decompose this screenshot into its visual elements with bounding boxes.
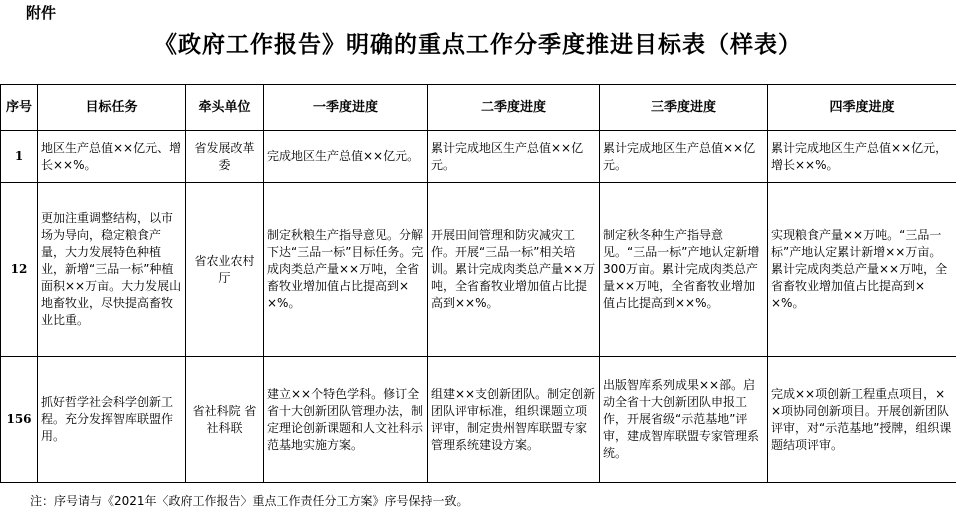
row-task: 地区生产总值××亿元、增长××%。 [38,131,186,183]
row-task: 更加注重调整结构，以市场为导向，稳定粮食产量，大力发展特色种植业，新增“三品一标”种植面积××万亩。大力发展山地畜牧业，尽快提高畜牧业比重。 [38,183,186,357]
row-seq: 156 [1,357,38,483]
col-header-q3: 三季度进度 [600,85,768,131]
row-task: 抓好哲学社会科学创新工程。充分发挥智库联盟作用。 [38,357,186,483]
attachment-label: 附件 [26,4,57,22]
row-unit: 省农业农村厅 [186,183,264,357]
row-q2: 组建××支创新团队。制定创新团队评审标准，组织课题立项评审，制定贵州智库联盟专家管理系统建设方案。 [428,357,600,483]
col-header-q4: 四季度进度 [768,85,956,131]
row-q2: 累计完成地区生产总值××亿元。 [428,131,600,183]
row-unit: 省社科院 省社科联 [186,357,264,483]
col-header-q2: 二季度进度 [428,85,600,131]
row-q4: 完成××项创新工程重点项目，××项协同创新项目。开展创新团队评审，对“示范基地”授牌，组织课题结项评审。 [768,357,956,483]
col-header-task: 目标任务 [38,85,186,131]
quarterly-target-table [0,84,956,483]
row-q2: 开展田间管理和防灾减灾工作。开展“三品一标”相关培训。累计完成肉类总产量××万吨，全省畜牧业增加值占比提高到××%。 [428,183,600,357]
row-q3: 制定秋冬种生产指导意见。“三品一标”产地认定新增300万亩。累计完成肉类总产量××万吨，全省畜牧业增加值占比提高到××%。 [600,183,768,357]
col-header-unit: 牵头单位 [186,85,264,131]
col-header-q1: 一季度进度 [264,85,428,131]
row-seq: 1 [1,131,38,183]
row-q4: 累计完成地区生产总值××亿元，增长××%。 [768,131,956,183]
row-q3: 出版智库系列成果××部。启动全省十大创新团队申报工作，开展省级“示范基地”评审，建成智库联盟专家管理系统。 [600,357,768,483]
row-q1: 建立××个特色学科。修订全省十大创新团队管理办法，制定理论创新课题和人文社科示范基地实施方案。 [264,357,428,483]
table-row [1,131,956,183]
row-q3: 累计完成地区生产总值××亿元。 [600,131,768,183]
document-title: 《政府工作报告》明确的重点工作分季度推进目标表（样表） [154,31,802,58]
row-q4: 实现粮食产量××万吨。“三品一标”产地认定累计新增××万亩。累计完成肉类总产量××万吨，全省畜牧业增加值占比提高到××%。 [768,183,956,357]
row-q1: 完成地区生产总值××亿元。 [264,131,428,183]
col-header-seq: 序号 [1,85,38,131]
row-q1: 制定秋粮生产指导意见。分解下达“三品一标”目标任务。完成肉类总产量××万吨，全省畜牧业增加值占比提高到××%。 [264,183,428,357]
row-unit: 省发展改革委 [186,131,264,183]
table-header-row [1,85,956,131]
table-row [1,357,956,483]
footnote: 注：序号请与《2021年〈政府工作报告〉重点工作责任分工方案》序号保持一致。 [30,494,469,508]
table-row [1,183,956,357]
row-seq: 12 [1,183,38,357]
